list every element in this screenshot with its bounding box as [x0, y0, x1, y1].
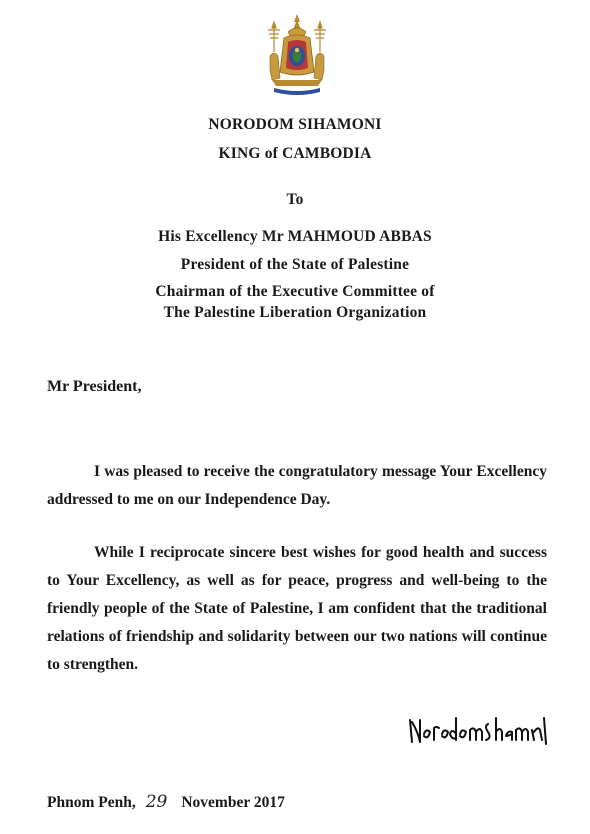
handwritten-day: 29 — [145, 792, 168, 812]
body-paragraph: While I reciprocate sincere best wishes for good health and success to Your Excellency, as well as for peace, progress and well-being to the friendly people of the State of Palestine, I am confident that the traditional relations of friendship and solidarity between our two nations will continue to strengthen. — [47, 544, 547, 673]
addressee-line: Chairman of the Executive Committee of — [155, 283, 435, 300]
body-paragraph: I was pleased to receive the congratulatory message Your Excellency addressed to me on our Independence Day. — [47, 463, 547, 508]
month-year-label: November 2017 — [181, 794, 285, 811]
sender-title: KING of CAMBODIA — [218, 145, 372, 162]
salutation: Mr President, — [47, 378, 142, 395]
addressee-line: His Excellency Mr MAHMOUD ABBAS — [158, 228, 432, 245]
addressee-to-label: To — [286, 191, 304, 208]
place-label: Phnom Penh, — [47, 794, 136, 811]
royal-signature — [406, 712, 550, 748]
addressee-line: President of the State of Palestine — [180, 256, 410, 273]
date-line — [47, 792, 285, 812]
sender-name: NORODOM SIHAMONI — [208, 116, 382, 133]
royal-arms-emblem — [260, 12, 334, 98]
addressee-line: The Palestine Liberation Organization — [163, 304, 427, 321]
